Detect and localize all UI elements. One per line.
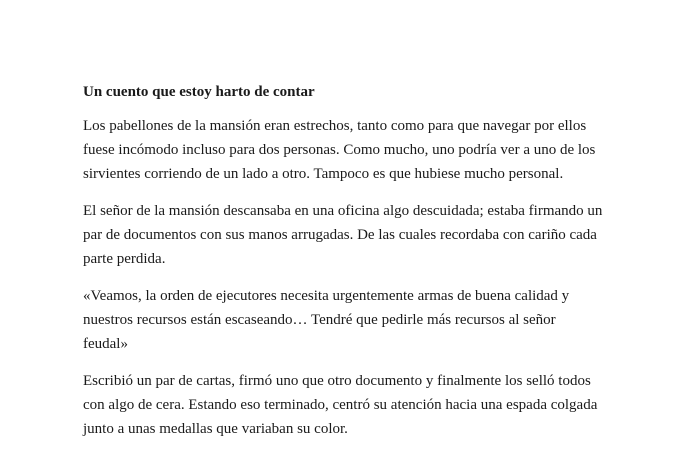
paragraph-1: Los pabellones de la mansión eran estrechos, tanto como para que navegar por ellos fuese incómodo incluso para dos personas. Como mucho, uno podría ver a uno de los sirvientes corriendo de un lado a otro. Tampoco es que hubiese mucho personal. [83,118,596,182]
paragraph-3: «Veamos, la orden de ejecutores necesita urgentemente armas de buena calidad y nuestros recursos están escaseando… Tendré que pedirle más recursos al señor feudal» [83,288,570,352]
document-body [83,80,603,454]
paragraph-2: El señor de la mansión descansaba en una oficina algo descuidada; estaba firmando un par de documentos con sus manos arrugadas. De las cuales recordaba con cariño cada parte perdida. [83,203,603,267]
document-title: Un cuento que estoy harto de contar [83,84,315,100]
paragraph-4: Escribió un par de cartas, firmó uno que otro documento y finalmente los selló todos con algo de cera. Estando eso terminado, centró su atención hacia una espada colgada junto a unas medallas que variaban su color. [83,373,598,437]
